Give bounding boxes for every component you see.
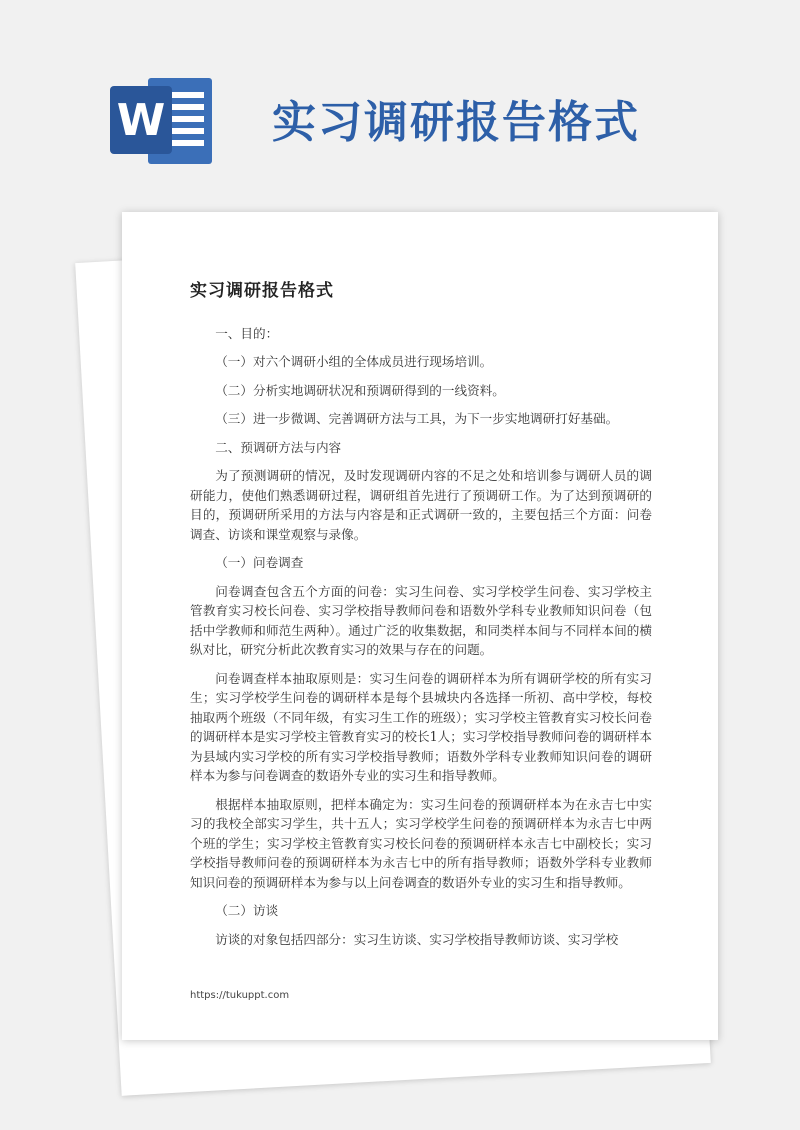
body-paragraph: 问卷调查包含五个方面的问卷：实习生问卷、实习学校学生问卷、实习学校主管教育实习校长问卷、实习学校指导教师问卷和语数外学科专业教师知识问卷（包括中学教师和师范生两种）。通过广泛的收集数据，和同类样本间与不同样本间的横纵对比，研究分析此次教育实习的效果与存在的问题。	[190, 583, 652, 657]
body-paragraph: 为了预测调研的情况，及时发现调研内容的不足之处和培训参与调研人员的调研能力，使他们熟悉调研过程，调研组首先进行了预调研工作。为了达到预调研的目的，预调研所采用的方法与内容是和正式调研一致的，主要包括三个方面：问卷调查、访谈和课堂观察与录像。	[190, 468, 652, 542]
section-heading: （三）进一步微调、完善调研方法与工具，为下一步实地调研打好基础。	[215, 411, 619, 426]
section-heading: （一）对六个调研小组的全体成员进行现场培训。	[215, 354, 493, 369]
document-content	[190, 282, 652, 958]
section-heading: （二）访谈	[215, 903, 279, 918]
section-heading: 一、目的：	[215, 325, 279, 341]
section-heading: 二、预调研方法与内容	[215, 439, 342, 455]
word-icon	[108, 72, 216, 168]
document-heading: 实习调研报告格式	[190, 281, 334, 301]
section-heading: （一）问卷调查	[215, 555, 304, 570]
banner-title: 实习调研报告格式	[272, 97, 640, 148]
body-paragraph: 根据样本抽取原则，把样本确定为：实习生问卷的预调研样本为在永吉七中实习的我校全部实习学生，共十五人；实习学校学生问卷的预调研样本为永吉七中两个班的学生；实习学校主管教育实习校长问卷的预调研样本永吉七中副校长；实习学校指导教师问卷的预调研样本为永吉七中的所有指导教师；语数外学科专业教师知识问卷的预调研样本为参与以上问卷调查的数语外专业的实习生和指导教师。	[190, 796, 652, 890]
word-logo-letter: W	[116, 95, 166, 146]
footer-url[interactable]: https://tukuppt.com	[190, 990, 290, 1001]
section-heading: （二）分析实地调研状况和预调研得到的一线资料。	[215, 382, 505, 398]
header	[108, 72, 728, 172]
document-page	[122, 212, 718, 1040]
body-paragraph: 问卷调查样本抽取原则是：实习生问卷的调研样本为所有调研学校的所有实习生；实习学校学生问卷的调研样本是每个县城块内各选择一所初、高中学校，每校抽取两个班级（不同年级，有实习生工作的班级）；实习学校主管教育实习校长问卷的调研样本是实习学校主管教育实习的校长1人；实习学校指导教师问卷的调研样本为县域内实习学校的所有实习学校指导教师；语数外学科专业教师知识问卷的调研样本为参与问卷调查的数语外专业的实习生和指导教师。	[190, 670, 652, 783]
paragraph-list	[190, 324, 652, 950]
body-paragraph: 访谈的对象包括四部分：实习生访谈、实习学校指导教师访谈、实习学校	[215, 931, 619, 947]
